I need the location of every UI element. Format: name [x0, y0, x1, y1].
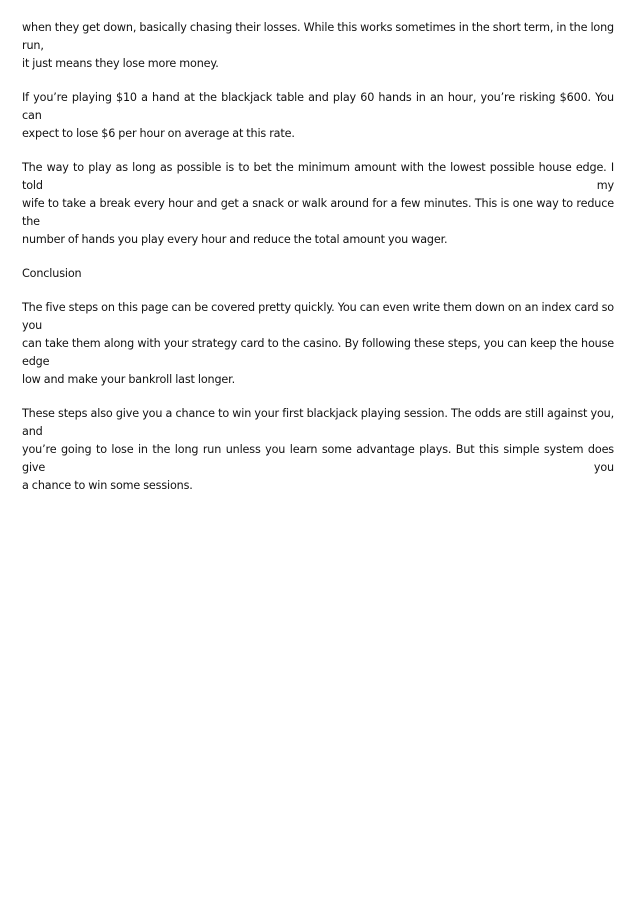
paragraph-line: a chance to win some sessions. — [22, 479, 193, 492]
paragraph-line: If you’re playing $10 a hand at the blackjack table and play 60 hands in an hour, you’re risking $600. You can — [22, 91, 614, 122]
paragraph-line: you’re going to lose in the long run unless you learn some advantage plays. But this simple system does give you — [22, 443, 614, 474]
heading-text: Conclusion — [22, 267, 82, 280]
paragraph-line: The way to play as long as possible is to bet the minimum amount with the lowest possible house edge. I told my — [22, 161, 614, 192]
paragraph-line: can take them along with your strategy card to the casino. By following these steps, you can keep the house edge — [22, 337, 614, 368]
paragraph-hourly-risk — [22, 89, 614, 143]
paragraph-win-session — [22, 405, 614, 495]
paragraph-chasing-losses — [22, 19, 614, 73]
document-body — [22, 19, 614, 511]
paragraph-line: low and make your bankroll last longer. — [22, 373, 235, 386]
paragraph-line: number of hands you play every hour and reduce the total amount you wager. — [22, 233, 448, 246]
paragraph-line: expect to lose $6 per hour on average at this rate. — [22, 127, 295, 140]
section-heading-conclusion — [22, 265, 614, 283]
paragraph-five-steps — [22, 299, 614, 389]
paragraph-line: wife to take a break every hour and get a snack or walk around for a few minutes. This is one way to reduce the — [22, 197, 614, 228]
paragraph-play-long — [22, 159, 614, 249]
paragraph-line: it just means they lose more money. — [22, 57, 219, 70]
paragraph-line: when they get down, basically chasing their losses. While this works sometimes in the short term, in the long run, — [22, 21, 614, 52]
paragraph-line: These steps also give you a chance to win your first blackjack playing session. The odds are still against you, and — [22, 407, 614, 438]
paragraph-line: The five steps on this page can be covered pretty quickly. You can even write them down on an index card so you — [22, 301, 614, 332]
